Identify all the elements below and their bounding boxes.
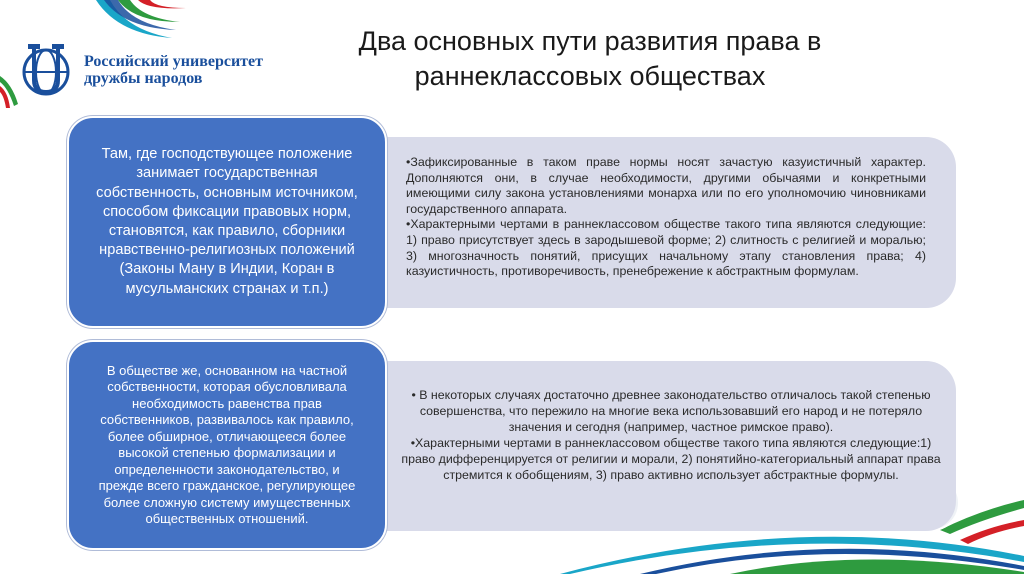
row-1-bullet-1: •Зафиксированные в таком праве нормы носят зачастую казуистичный характер. Дополняются они, в случае необходимости, другими обычаями и конкретными имеющими силу закона установлениями монарха или по его уполномочию чиновниками государственного аппарата. (406, 155, 926, 216)
title-line-2: раннеклассовых обществах (414, 61, 766, 91)
row-1-bullet-2: •Характерными чертами в раннеклассовом обществе такого типа являются следующие: 1) право присутствует здесь в зародышевой форме; 2) слитность с религией и моралью; 3) многозначность понятий, присущих начальному этапу становления права; 4) казуистичность, противоречивость, пренебрежение к абстрактным формулам. (406, 217, 926, 279)
page-title (300, 24, 880, 94)
row-2-bullet-2: •Характерными чертами в раннеклассовом обществе такого типа являются следующие:1) право дифференцируется от религии и морали, 2) понятийно-категориальный аппарат права стремится к обобщениям, 3) право активно использует абстрактные формулы. (401, 436, 941, 482)
logo-line-1: Российский университет (84, 53, 263, 70)
logo-line-2: дружбы народов (84, 70, 203, 87)
row-2-bullets (396, 387, 946, 483)
globe-emblem-icon (20, 40, 80, 102)
row-1-left-box (67, 116, 387, 328)
university-logo (20, 40, 290, 108)
row-2-left-box (67, 340, 387, 550)
title-line-1: Два основных пути развития права в (358, 26, 822, 56)
row-1-left-text: Там, где господствующее положение занимает государственная собственность, основным источником, способом фиксации правовых норм, становятся, как правило, сборники нравственно-религиозных положений (Законы Ману в Индии, Коран в мусульманских странах и т.п.) (96, 146, 358, 297)
row-1-bullets (406, 155, 926, 280)
row-2-left-text: В обществе же, основанном на частной собственности, которая обусловливала необходимость равенства прав собственников, развивалось как правило, более обширное, отличающееся более высокой степенью формализации и определенности законодательство, и прежде всего гражданское, регулирующее более сложную систему имущественных общественных отношений. (98, 362, 356, 526)
row-2-bullet-1: • В некоторых случаях достаточно древнее законодательство отличалось такой степенью совершенства, что пережило на многие века использовавший его народ и не потеряло значения и сегодня (например, частное римское право). (411, 388, 931, 434)
